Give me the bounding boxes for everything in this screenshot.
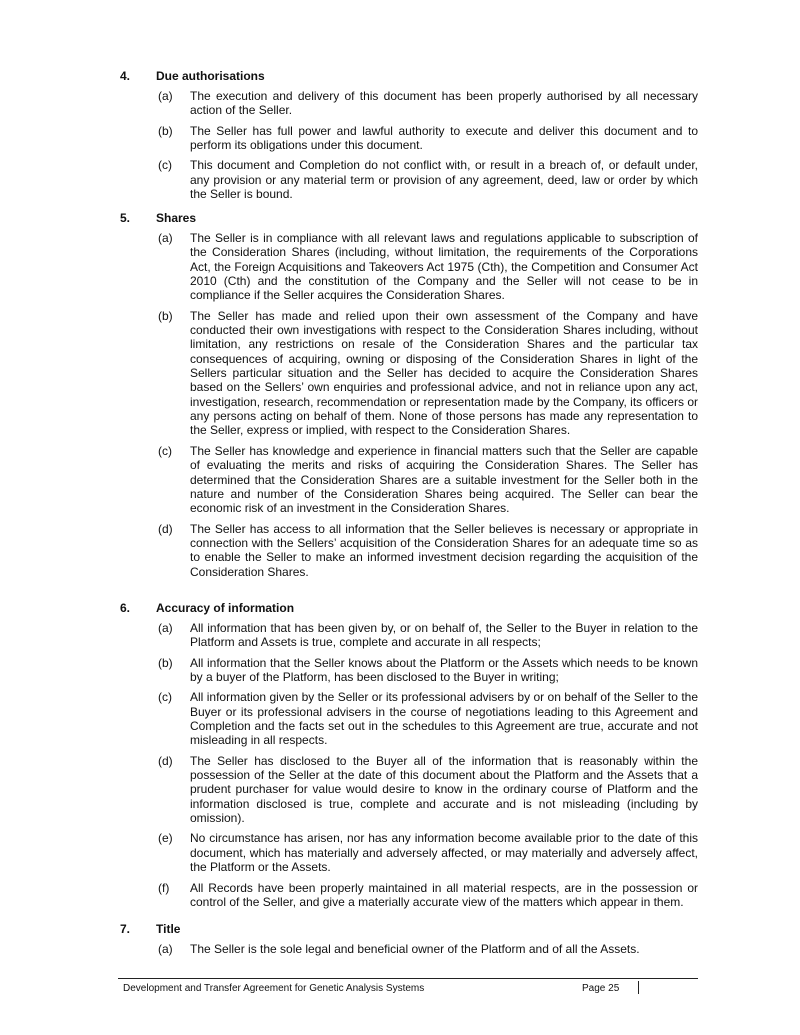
clause-text: All Records have been properly maintained in all material respects, are in the possession or control of the Seller, and give a materially accurate view of the matters which appear in them. bbox=[190, 880, 698, 909]
clause-text: All information given by the Seller or its professional advisers by or on behalf of the Seller to the Buyer or its professional advisers in the course of negotiations leading to this Agreement and Completion and the facts set out in the schedules to this Agreement are true, accurate and not misleading in all respects. bbox=[190, 690, 698, 748]
clause-text: The Seller has knowledge and experience in financial matters such that the Seller are capable of evaluating the merits and risks of acquiring the Consideration Shares. The Seller has determined that the Consideration Shares are a suitable investment for the Seller both in the nature and number of the Consideration Shares being acquired. The Seller can bear the economic risk of an investment in the Consideration Shares. bbox=[190, 443, 698, 516]
section-7 bbox=[120, 922, 698, 962]
section-number: 5. bbox=[120, 211, 131, 225]
section-4 bbox=[120, 69, 698, 207]
section-title: Accuracy of information bbox=[156, 601, 295, 615]
clause-label: (b) bbox=[158, 308, 173, 323]
clause-label: (d) bbox=[158, 521, 173, 536]
clause-label: (d) bbox=[158, 753, 173, 768]
section-5 bbox=[120, 211, 698, 585]
clause bbox=[120, 89, 698, 118]
clause bbox=[120, 656, 698, 685]
footer-page-number: Page 25 bbox=[582, 983, 620, 994]
clause-label: (a) bbox=[158, 942, 173, 956]
clause-label: (a) bbox=[158, 621, 173, 635]
clause bbox=[120, 231, 698, 303]
footer-document-title: Development and Transfer Agreement for Genetic Analysis Systems bbox=[123, 983, 425, 994]
clause-label: (f) bbox=[158, 880, 170, 895]
clause-text: The Seller has made and relied upon their own assessment of the Company and have conducted their own investigations with respect to the Consideration Shares including, without limitation, any restrictions on resale of the Consideration Shares and the particular tax consequences of acquiring, owning or disposing of the Consideration Shares in light of the Sellers particular situation and the Seller has decided to acquire the Consideration Shares based on the Sellers’ own enquiries and professional advice, and not in reliance upon any act, investigation, research, recommendation or representation made by the Company, its officers or any persons acting on behalf of them. None of those persons has made any representation to the Seller, express or implied, with respect to the Consideration Shares. bbox=[190, 308, 698, 438]
section-heading bbox=[120, 601, 698, 616]
clause-label: (c) bbox=[158, 690, 172, 705]
clause bbox=[120, 444, 698, 516]
clause-text: This document and Completion do not conflict with, or result in a breach of, or default under, any provision or any material term or provision of any agreement, deed, law or order by which the Seller is bound. bbox=[190, 158, 698, 202]
footer-divider bbox=[638, 981, 639, 994]
clause bbox=[120, 754, 698, 826]
clause-text: The Seller has full power and lawful authority to execute and deliver this document and to perform its obligations under this document. bbox=[190, 123, 698, 153]
clause-text: The execution and delivery of this document has been properly authorised by all necessary action of the Seller. bbox=[190, 89, 698, 118]
clause bbox=[120, 690, 698, 747]
section-heading bbox=[120, 69, 698, 84]
section-heading bbox=[120, 922, 698, 937]
section-6 bbox=[120, 601, 698, 915]
clause bbox=[120, 124, 698, 153]
clause bbox=[120, 881, 698, 910]
clause-text: The Seller is the sole legal and beneficial owner of the Platform and of all the Assets. bbox=[190, 942, 640, 956]
clause-label: (b) bbox=[158, 655, 173, 670]
section-title: Title bbox=[156, 922, 181, 936]
clause-label: (a) bbox=[158, 89, 173, 103]
page-footer bbox=[118, 978, 698, 994]
clause-text: No circumstance has arisen, nor has any information become available prior to the date of this document, which has materially and adversely affected, or may materially and adversely affect, the Platform or the Assets. bbox=[190, 831, 698, 875]
clause bbox=[120, 621, 698, 650]
clause-text: The Seller is in compliance with all relevant laws and regulations applicable to subscription of the Consideration Shares (including, without limitation, the requirements of the Corporations Act, the Foreign Acquisitions and Takeovers Act 1975 (Cth), the Competition and Consumer Act 2010 (Cth) and the constitution of the Company and the Seller will not cease to be in compliance if the Seller acquires the Consideration Shares. bbox=[190, 231, 698, 303]
section-title: Due authorisations bbox=[156, 69, 265, 83]
clause-text: The Seller has disclosed to the Buyer all of the information that is reasonably within the possession of the Seller at the date of this document about the Platform and the Assets that a prudent purchaser for value would desire to know in the ordinary course of Platform and the information disclosed is true, complete and accurate and is not misleading (including by omission). bbox=[190, 753, 698, 826]
clause bbox=[120, 309, 698, 438]
section-number: 4. bbox=[120, 69, 131, 83]
section-number: 7. bbox=[120, 922, 131, 936]
clause-text: The Seller has access to all information that the Seller believes is necessary or appropriate in connection with the Sellers’ acquisition of the Consideration Shares for an adequate time so as to enable the Seller to make an informed investment decision regarding the acquisition of the Consideration Shares. bbox=[190, 521, 698, 579]
section-number: 6. bbox=[120, 601, 131, 615]
clause-label: (a) bbox=[158, 231, 173, 245]
clause-label: (e) bbox=[158, 831, 173, 846]
clause-label: (c) bbox=[158, 158, 172, 173]
clause bbox=[120, 522, 698, 579]
section-title: Shares bbox=[156, 211, 197, 225]
clause bbox=[120, 831, 698, 874]
clause bbox=[120, 158, 698, 201]
section-heading bbox=[120, 211, 698, 226]
clause-label: (b) bbox=[158, 123, 173, 138]
clause-text: All information that the Seller knows about the Platform or the Assets which needs to be known by a buyer of the Platform, has been disclosed to the Buyer in writing; bbox=[190, 655, 698, 685]
clause-label: (c) bbox=[158, 443, 172, 458]
clause-text: All information that has been given by, or on behalf of, the Seller to the Buyer in relation to the Platform and Assets is true, complete and accurate in all respects; bbox=[190, 621, 698, 650]
clause bbox=[120, 942, 698, 956]
